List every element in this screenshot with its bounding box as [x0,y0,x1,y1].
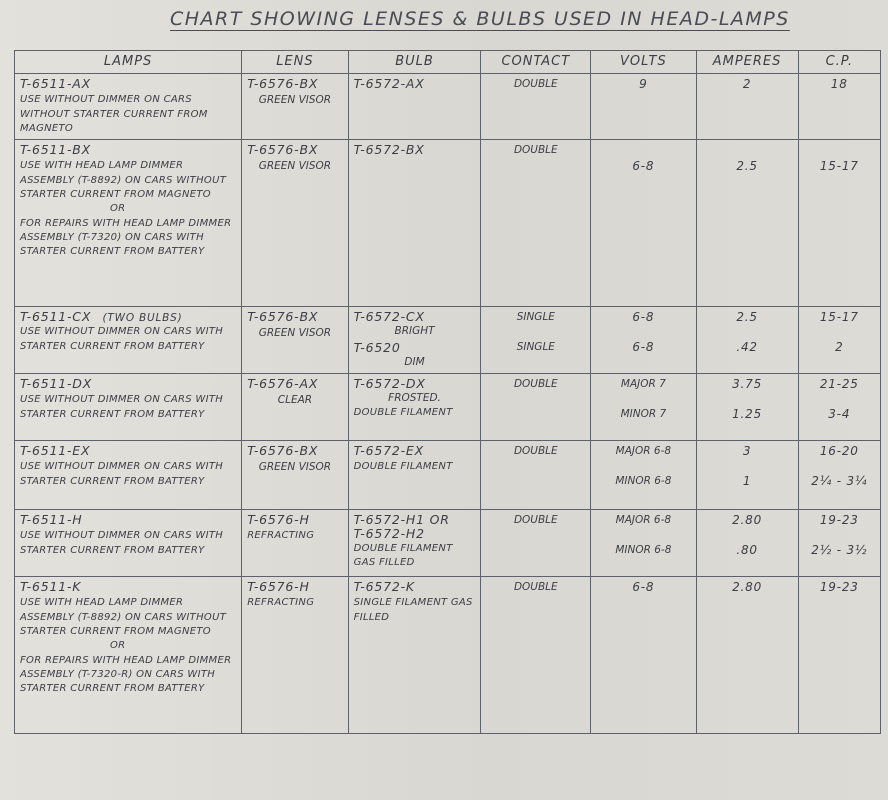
volts-cell [591,140,696,307]
table-row [15,510,881,577]
cp-cell [798,510,880,577]
bulb-note: DOUBLE FILAMENT GAS FILLED [353,542,453,569]
bulb-code: T-6572-DX [353,376,426,392]
contact-value: DOUBLE [513,144,558,157]
bulb-code-2: T-6572-H2 [353,526,425,542]
lens-cell [242,140,348,307]
volts-cell [591,510,696,577]
contact-cell [481,74,591,140]
bulb-code: T-6572-H1 OR [353,512,450,528]
cp-value-2: 2 [835,340,844,355]
contact-cell [481,140,591,307]
volts-value: 6-8 [632,580,655,595]
lamp-code: T-6511-AX [20,76,91,91]
bulb-code: T-6572-K [353,579,415,595]
contact-value-2: SINGLE [516,341,555,354]
amperes-value: 2.5 [736,159,758,174]
header-contact: CONTACT [481,51,591,74]
amperes-cell [696,140,798,307]
bulb-cell [348,374,481,441]
amperes-cell [696,374,798,441]
lamp-code: T-6511-EX [20,443,91,459]
table-row [15,74,881,140]
cp-value: 16-20 [819,444,859,459]
table-row [15,374,881,441]
contact-value: DOUBLE [513,581,558,594]
lens-code: T-6576-H [247,579,310,595]
volts-value: MAJOR 7 [620,378,666,391]
contact-value: DOUBLE [513,378,558,391]
volts-cell [591,441,696,510]
lens-cell [242,441,348,510]
lamp-or: OR [110,640,126,652]
lamp-code: T-6511-K [20,579,82,595]
contact-value: DOUBLE [513,514,558,527]
contact-value: DOUBLE [513,78,558,90]
page-title: CHART SHOWING LENSES & BULBS USED IN HEAD-LAMPS [170,8,790,30]
lamp-note-2: FOR REPAIRS WITH HEAD LAMP DIMMER ASSEMBLY (T-7320) ON CARS WITH STARTER CURRENT FROM BATTERY [20,217,232,258]
lamp-cell [15,140,242,307]
lens-note: REFRACTING [247,597,315,609]
header-lens: LENS [242,51,348,74]
volts-value-2: MINOR 7 [620,408,667,421]
volts-value: 6-8 [632,159,655,174]
bulb-cell [348,74,481,140]
volts-value: MAJOR 6-8 [615,514,672,527]
lamp-cell [15,374,242,441]
cp-value: 18 [830,77,848,91]
lamp-cell [15,74,242,140]
header-lamps: LAMPS [15,51,242,74]
lamp-note: USE WITH HEAD LAMP DIMMER ASSEMBLY (T-8892) ON CARS WITHOUT STARTER CURRENT FROM MAGNETO [20,597,227,638]
table-row [15,577,881,734]
lamp-extra: (TWO BULBS) [102,312,183,325]
lamp-code: T-6511-H [20,512,83,528]
volts-value: 9 [639,77,648,91]
table-row [15,140,881,307]
bulb-note: DOUBLE FILAMENT [353,461,453,473]
contact-cell [481,307,591,374]
lens-cell [242,510,348,577]
bulb-code: T-6572-AX [353,76,425,91]
lamp-note-2: FOR REPAIRS WITH HEAD LAMP DIMMER ASSEMBLY (T-7320-R) ON CARS WITH STARTER CURRENT FROM BATTERY [20,654,232,695]
volts-value: MAJOR 6-8 [615,445,672,458]
lens-cell [242,74,348,140]
contact-value: SINGLE [516,311,555,324]
header-bulb: BULB [348,51,481,74]
lamp-note: USE WITHOUT DIMMER ON CARS WITH STARTER CURRENT FROM BATTERY [20,326,224,352]
lamp-or: OR [110,203,126,215]
lamp-cell [15,441,242,510]
volts-value-2: 6-8 [632,340,655,355]
lamp-note: USE WITHOUT DIMMER ON CARS WITH STARTER CURRENT FROM BATTERY [20,461,224,487]
lens-cell [242,577,348,734]
cp-value: 15-17 [819,159,859,174]
table-header-row [15,51,881,74]
lens-code: T-6576-BX [247,142,319,158]
lamp-cell [15,577,242,734]
volts-cell [591,307,696,374]
amperes-value: 2.80 [732,513,763,528]
cp-value-2: 2¼ - 3¼ [811,474,868,489]
lens-code: T-6576-BX [247,309,319,325]
lamp-code: T-6511-DX [20,376,93,392]
amperes-value: 2.80 [732,580,763,595]
bulb-code: T-6572-CX [353,309,425,325]
table-row [15,307,881,374]
amperes-value: 2.5 [736,310,758,325]
lamp-note: USE WITH HEAD LAMP DIMMER ASSEMBLY (T-8892) ON CARS WITHOUT STARTER CURRENT FROM MAGNETO [20,160,227,201]
header-amperes: AMPERES [696,51,798,74]
lamp-note: USE WITHOUT DIMMER ON CARS WITH STARTER CURRENT FROM BATTERY [20,394,224,420]
bulb-cell [348,307,481,374]
cp-cell [798,577,880,734]
bulb-note: SINGLE FILAMENT GAS FILLED [353,597,473,623]
amperes-value-2: 1 [742,474,752,489]
lens-code: T-6576-H [247,512,310,528]
cp-cell [798,441,880,510]
header-cp: C.P. [798,51,880,74]
amperes-value: 3.75 [732,377,763,392]
lens-note: REFRACTING [247,530,315,542]
bulb-cell [348,577,481,734]
lens-cell [242,307,348,374]
amperes-value-2: 1.25 [732,407,763,422]
header-volts: VOLTS [591,51,696,74]
lens-note: GREEN VISOR [258,461,332,474]
lens-note: GREEN VISOR [258,327,332,340]
lamp-note: USE WITHOUT DIMMER ON CARS WITHOUT STARTER CURRENT FROM MAGNETO [20,94,208,134]
lens-code: T-6576-BX [247,76,319,91]
bulb-cell [348,510,481,577]
lens-cell [242,374,348,441]
cp-value: 19-23 [819,580,859,595]
cp-value-2: 2½ - 3½ [811,543,868,558]
cp-value: 21-25 [819,377,859,392]
volts-cell [591,74,696,140]
amperes-cell [696,441,798,510]
amperes-value: 2 [742,77,752,91]
lens-code: T-6576-AX [247,376,319,392]
cp-cell [798,140,880,307]
volts-value-2: MINOR 6-8 [615,475,672,488]
lamp-code: T-6511-CX [20,309,92,325]
amperes-value-2: .80 [736,543,758,558]
amperes-cell [696,74,798,140]
cp-value: 15-17 [819,310,859,325]
lamp-cell [15,307,242,374]
lens-note: GREEN VISOR [258,160,332,173]
bulb-cell [348,140,481,307]
cp-cell [798,374,880,441]
bulb-cell [348,441,481,510]
cp-value-2: 3-4 [828,407,851,422]
amperes-cell [696,510,798,577]
contact-cell [481,510,591,577]
volts-cell [591,577,696,734]
bulb-note: BRIGHT [394,325,435,338]
lamp-code: T-6511-BX [20,142,92,158]
bulb-note-2: DIM [404,356,425,369]
table-row [15,441,881,510]
bulb-note-2: DOUBLE FILAMENT [353,406,453,418]
lamp-cell [15,510,242,577]
cp-value: 19-23 [819,513,859,528]
bulb-code: T-6572-EX [353,443,424,459]
lens-note: GREEN VISOR [258,94,332,107]
volts-value-2: MINOR 6-8 [615,544,672,557]
bulb-note: FROSTED. [388,392,441,405]
amperes-value: 3 [742,444,752,459]
bulb-code-2: T-6520 [353,339,401,355]
contact-cell [481,577,591,734]
lamp-note: USE WITHOUT DIMMER ON CARS WITH STARTER CURRENT FROM BATTERY [20,530,224,556]
contact-cell [481,374,591,441]
lens-code: T-6576-BX [247,443,319,459]
contact-cell [481,441,591,510]
cp-cell [798,74,880,140]
volts-value: 6-8 [632,310,655,325]
bulb-code: T-6572-BX [353,142,425,158]
lamps-table [14,50,881,734]
amperes-cell [696,307,798,374]
cp-cell [798,307,880,374]
lens-note: CLEAR [277,394,313,407]
volts-cell [591,374,696,441]
contact-value: DOUBLE [513,445,558,458]
amperes-value-2: .42 [736,340,758,355]
amperes-cell [696,577,798,734]
